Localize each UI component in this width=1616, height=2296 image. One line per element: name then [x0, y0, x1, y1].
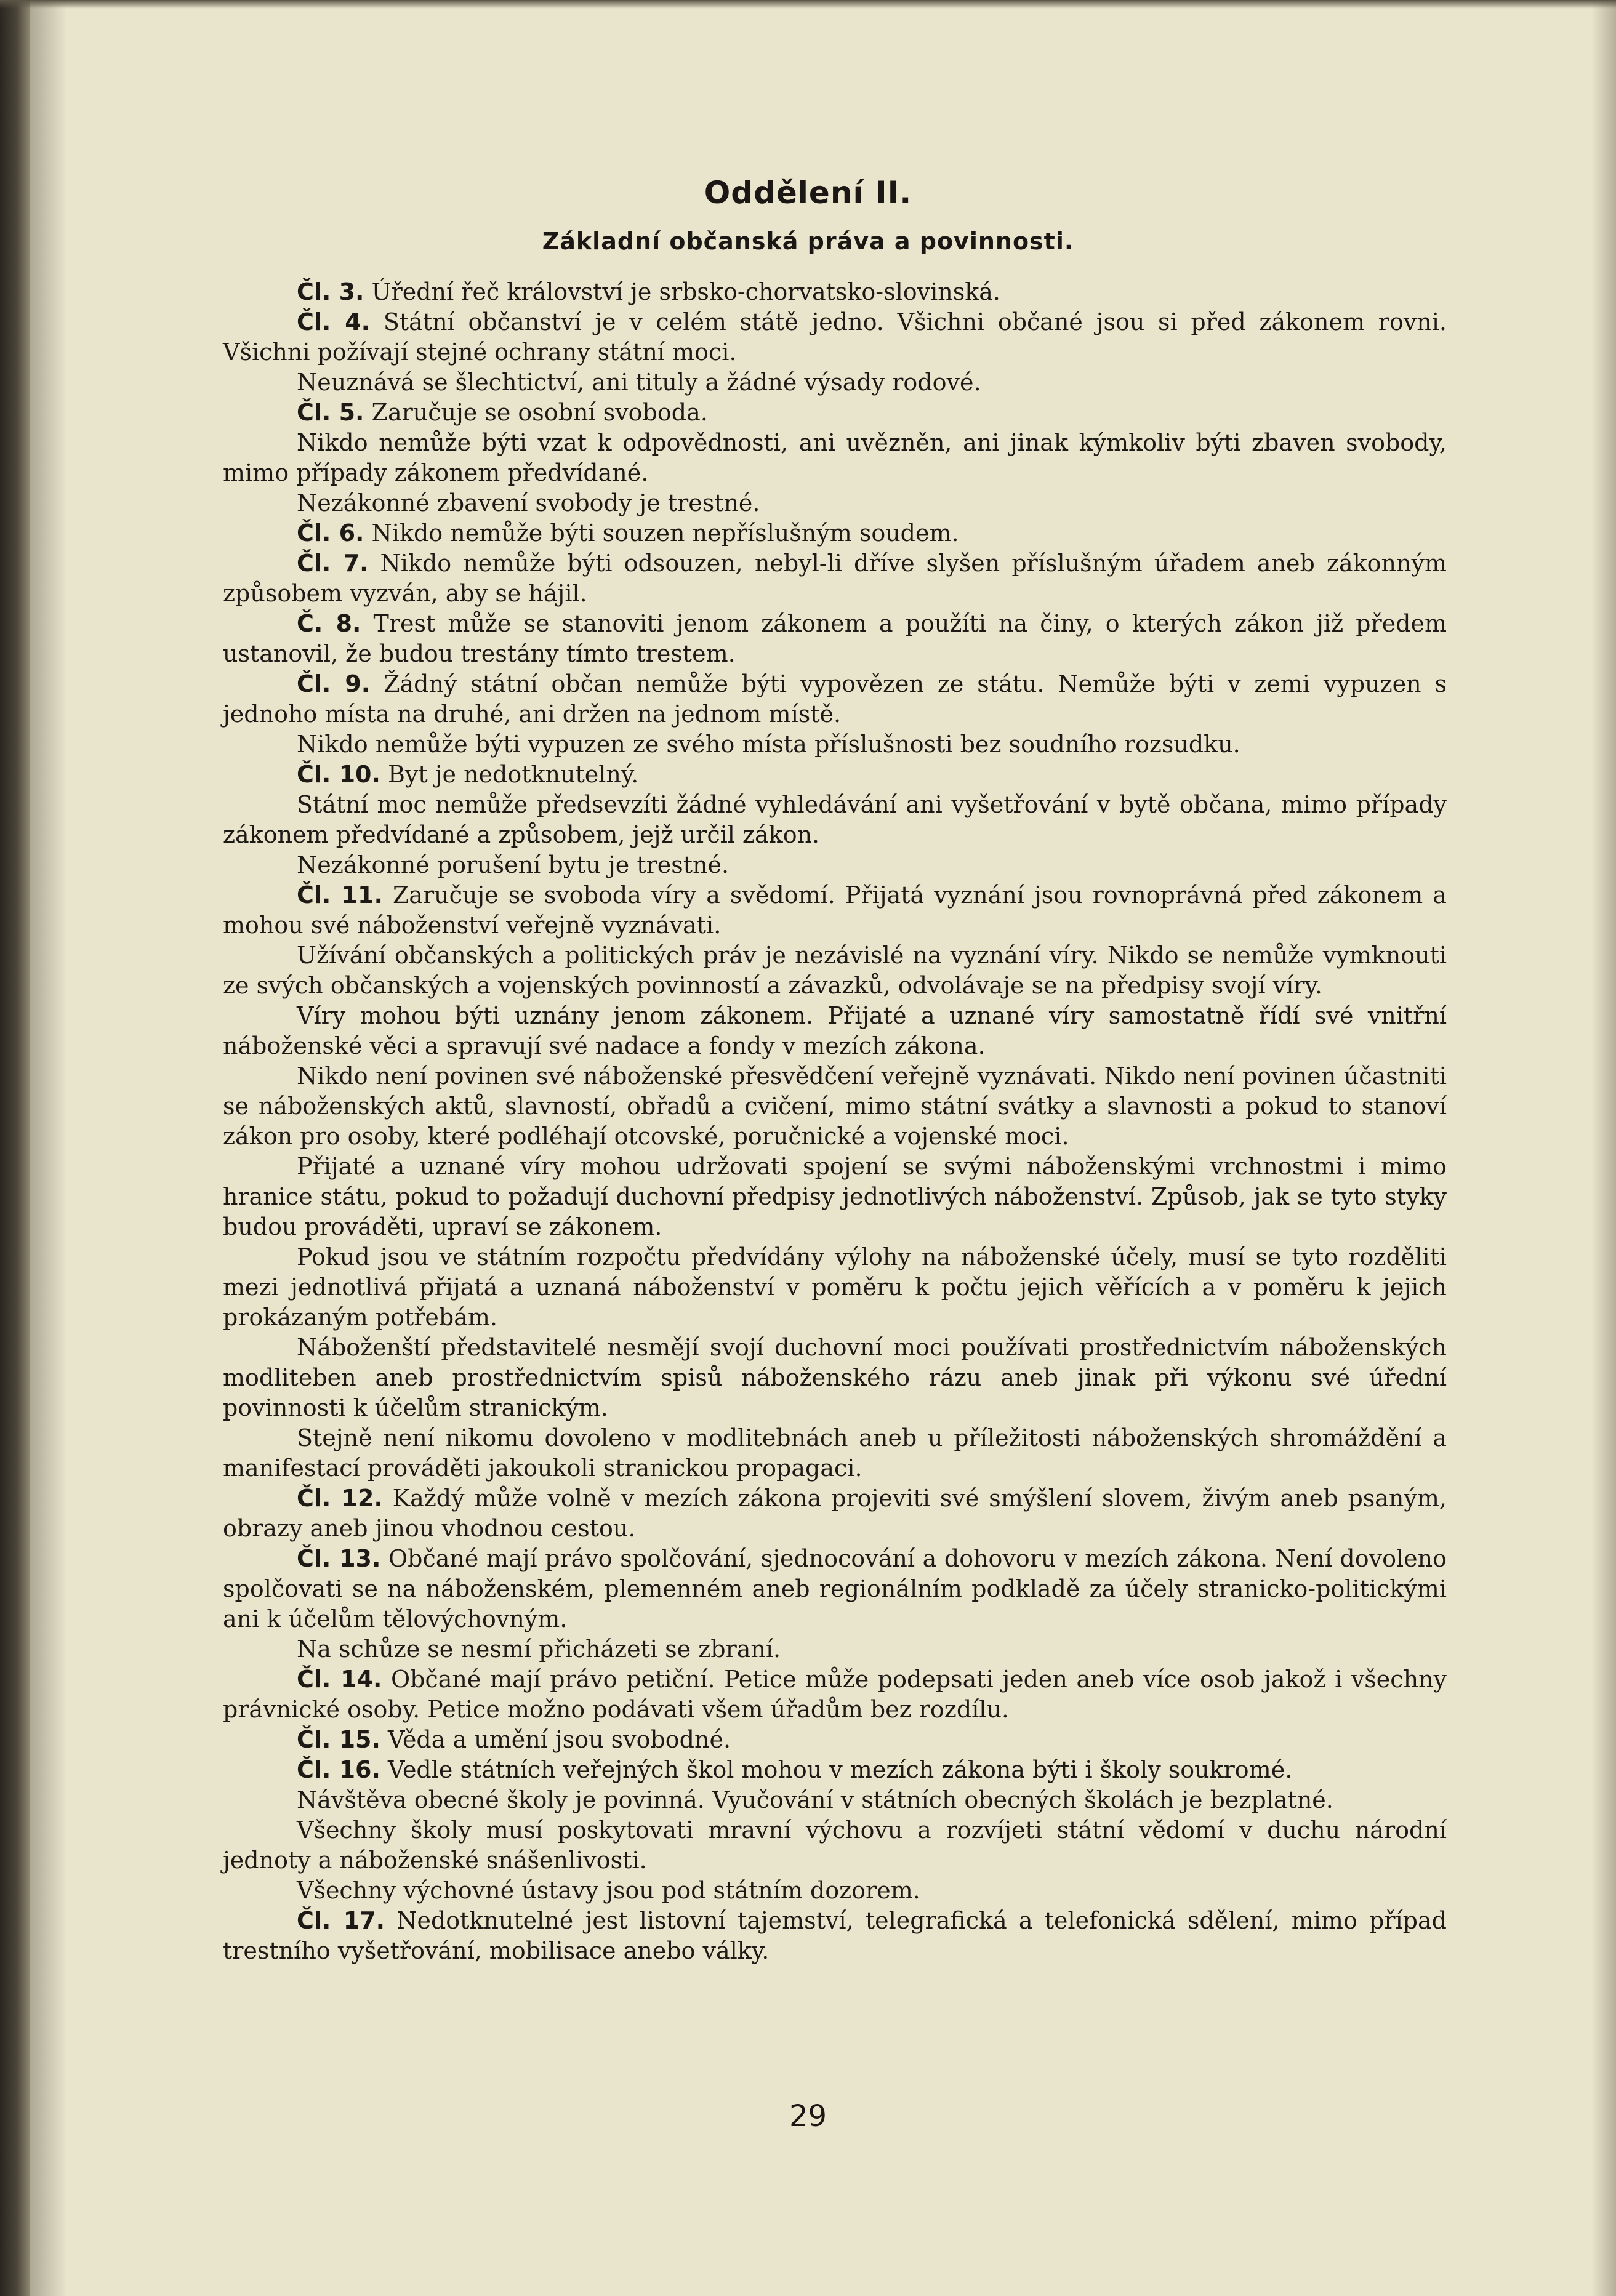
paragraph — [223, 880, 1447, 941]
paragraph — [223, 367, 1447, 398]
paragraph-text: Pokud jsou ve státním rozpočtu předvídány výlohy na náboženské účely, musí se tyto rozděliti mezi jednotlivá přijatá a uznaná náboženství v poměru k počtu jejich věřících a v poměru k jejich prokázaným potřebám. — [223, 1243, 1447, 1331]
paragraph — [223, 729, 1447, 760]
paragraph-text: Trest může se stanoviti jenom zákonem a použíti na činy, o kterých zákon již předem ustanovil, že budou trestány tímto trestem. — [223, 610, 1447, 667]
article-number: Čl. 12. — [297, 1485, 383, 1512]
paragraph — [223, 1483, 1447, 1544]
paragraph — [223, 398, 1447, 428]
paragraph — [223, 277, 1447, 307]
paragraph — [223, 1725, 1447, 1755]
paragraph — [223, 669, 1447, 729]
paragraph-text: Úřední řeč království je srbsko-chorvatsko-slovinská. — [364, 278, 1001, 305]
paragraph-text: Stejně není nikomu dovoleno v modlitebnách aneb u příležitosti náboženských shromáždění a manifestací prováděti jakoukoli stranickou propagaci. — [223, 1424, 1447, 1482]
paragraph — [223, 1634, 1447, 1664]
paragraph-text: Zaručuje se osobní svoboda. — [364, 399, 708, 426]
paragraph-text: Všechny výchovné ústavy jsou pod státním dozorem. — [297, 1877, 920, 1904]
section-heading: Oddělení II. — [704, 175, 912, 211]
paragraph — [223, 548, 1447, 609]
article-number: Čl. 10. — [297, 761, 380, 788]
paragraph-text: Státní moc nemůže předsevzíti žádné vyhledávání ani vyšetřování v bytě občana, mimo případy zákonem předvídané a způsobem, jejž určil zákon. — [223, 791, 1447, 848]
paragraph-text: Každý může volně v mezích zákona projeviti své smýšlení slovem, živým aneb psaným, obrazy aneb jinou vhodnou cestou. — [223, 1485, 1447, 1542]
article-number: Čl. 4. — [297, 308, 371, 335]
article-number: Č. 8. — [297, 610, 361, 637]
paragraph-text: Přijaté a uznané víry mohou udržovati spojení se svými náboženskými vrchnostmi i mimo hranice státu, pokud to požadují duchovní předpisy jednotlivých náboženství. Způsob, jak se tyto styky budou prováděti, upraví se zákonem. — [223, 1153, 1447, 1240]
paragraph — [223, 1333, 1447, 1423]
paragraph — [223, 488, 1447, 518]
paragraph-text: Nikdo nemůže býti vypuzen ze svého místa příslušnosti bez soudního rozsudku. — [297, 731, 1240, 758]
paragraph-text: Státní občanství je v celém státě jedno. Všichni občané jsou si před zákonem rovni. Všichni požívají stejné ochrany státní moci. — [223, 308, 1447, 366]
paragraph — [223, 1001, 1447, 1061]
paragraph-text: Zaručuje se svoboda víry a svědomí. Přijatá vyznání jsou rovnoprávná před zákonem a mohou své náboženství veřejně vyznávati. — [223, 881, 1447, 939]
article-number: Čl. 3. — [297, 278, 364, 305]
paragraph — [223, 307, 1447, 367]
article-number: Čl. 6. — [297, 520, 364, 547]
paragraph — [223, 760, 1447, 790]
paragraph-text: Náboženští představitelé nesmějí svojí duchovní moci používati prostřednictvím náboženských modliteben aneb prostřednictvím spisů náboženského rázu aneb jinak při výkonu své úřední povinnosti k účelům stranickým. — [223, 1334, 1447, 1421]
paragraph-text: Žádný státní občan nemůže býti vypovězen ze státu. Nemůže býti v zemi vypuzen s jednoho místa na druhé, ani držen na jednom místě. — [223, 670, 1447, 728]
paragraph — [223, 1755, 1447, 1785]
paragraph-text: Nikdo nemůže býti odsouzen, nebyl-li dříve slyšen příslušným úřadem aneb zákonným způsobem vyzván, aby se hájil. — [223, 550, 1447, 607]
article-number: Čl. 14. — [297, 1666, 382, 1693]
article-number: Čl. 17. — [297, 1907, 385, 1934]
paragraph — [223, 1664, 1447, 1725]
paragraph-text: Nikdo nemůže býti souzen nepříslušným soudem. — [364, 520, 959, 547]
paragraph-text: Návštěva obecné školy je povinná. Vyučování v státních obecných školách je bezplatné. — [297, 1786, 1333, 1813]
paragraph — [223, 1544, 1447, 1634]
article-number: Čl. 9. — [297, 670, 371, 697]
paragraph — [223, 1242, 1447, 1333]
paragraph-text: Byt je nedotknutelný. — [380, 761, 639, 788]
paragraph-text: Víry mohou býti uznány jenom zákonem. Přijaté a uznané víry samostatně řídí své vnitřní náboženské věci a spravují své nadace a fondy v mezích zákona. — [223, 1002, 1447, 1059]
paragraph — [223, 1785, 1447, 1815]
paragraph-text: Nedotknutelné jest listovní tajemství, telegrafická a telefonická sdělení, mimo případ trestního vyšetřování, mobilisace anebo války. — [223, 1907, 1447, 1964]
body-text — [223, 277, 1447, 1966]
paragraph-text: Občané mají právo petiční. Petice může podepsati jeden aneb více osob jakož i všechny právnické osoby. Petice možno podávati všem úřadům bez rozdílu. — [223, 1666, 1447, 1723]
paragraph — [223, 1815, 1447, 1876]
paragraph — [223, 609, 1447, 669]
paragraph — [223, 1152, 1447, 1242]
paragraph-text: Nezákonné zbavení svobody je trestné. — [297, 489, 760, 516]
section-subheading: Základní občanská práva a povinnosti. — [542, 228, 1074, 255]
page-number: 29 — [789, 2099, 827, 2133]
article-number: Čl. 11. — [297, 881, 383, 909]
paragraph-text: Vedle státních veřejných škol mohou v mezích zákona býti i školy soukromé. — [380, 1756, 1293, 1783]
page-edge — [1591, 0, 1616, 2296]
paragraph — [223, 1061, 1447, 1152]
article-number: Čl. 5. — [297, 399, 364, 426]
paragraph — [223, 428, 1447, 488]
article-number: Čl. 7. — [297, 550, 369, 577]
paragraph-text: Neuznává se šlechtictví, ani tituly a žádné výsady rodové. — [297, 369, 981, 396]
paragraph — [223, 518, 1447, 548]
paragraph-text: Nikdo nemůže býti vzat k odpovědnosti, ani uvězněn, ani jinak kýmkoliv býti zbaven svobody, mimo případy zákonem předvídané. — [223, 429, 1447, 486]
top-edge — [0, 0, 1616, 9]
paragraph — [223, 1906, 1447, 1966]
paragraph — [223, 850, 1447, 880]
paragraph — [223, 941, 1447, 1001]
article-number: Čl. 15. — [297, 1726, 380, 1753]
paragraph — [223, 790, 1447, 850]
paragraph-text: Všechny školy musí poskytovati mravní výchovu a rozvíjeti státní vědomí v duchu národní jednoty a náboženské snášenlivosti. — [223, 1816, 1447, 1874]
paragraph-text: Nikdo není povinen své náboženské přesvědčení veřejně vyznávati. Nikdo není povinen účastniti se náboženských aktů, slavností, obřadů a cvičení, mimo státní svátky a slavnosti a pokud to stanoví zákon pro osoby, které podléhají otcovské, poručnické a vojenské moci. — [223, 1062, 1447, 1150]
book-spine-shadow — [0, 0, 30, 2296]
paragraph-text: Nezákonné porušení bytu je trestné. — [297, 851, 730, 878]
paragraph — [223, 1876, 1447, 1906]
article-number: Čl. 13. — [297, 1545, 381, 1572]
paragraph-text: Užívání občanských a politických práv je nezávislé na vyznání víry. Nikdo se nemůže vymknouti ze svých občanských a vojenských povinností a závazků, odvolávaje se na předpisy svojí víry. — [223, 942, 1447, 999]
paragraph — [223, 1423, 1447, 1483]
paragraph-text: Na schůze se nesmí přicházeti se zbraní. — [297, 1636, 781, 1663]
paragraph-text: Občané mají právo spolčování, sjednocování a dohovoru v mezích zákona. Není dovoleno spolčovati se na náboženském, plemenném aneb regionálním podkladě za účely stranicko-politickými ani k účelům tělovýchovným. — [223, 1545, 1447, 1632]
gutter-shade — [30, 0, 66, 2296]
paragraph-text: Věda a umění jsou svobodné. — [380, 1726, 731, 1753]
article-number: Čl. 16. — [297, 1756, 380, 1783]
